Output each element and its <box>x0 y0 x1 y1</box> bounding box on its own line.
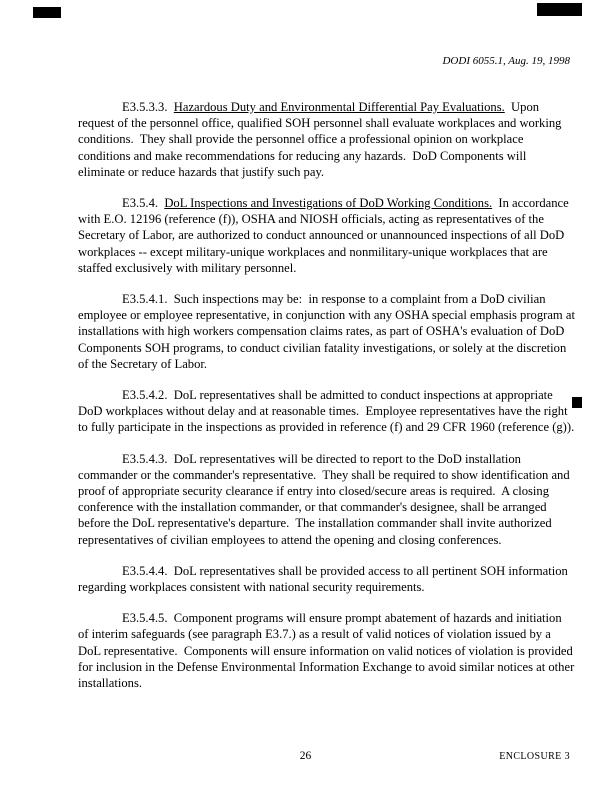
paragraph-title: DoL Inspections and Investigations of DoD Working Conditions. <box>164 196 493 211</box>
paragraph <box>78 291 579 372</box>
paragraph <box>78 451 575 548</box>
paragraph-text: Upon request of the personnel office, qualified SOH personnel shall evaluate workplaces and working conditions. They shall provide the personnel office a professional opinion on workplace conditions and make recommendations for reducing any hazards. DoD Components will eliminate or reduce hazards that justify such pay. <box>78 100 565 179</box>
paragraph <box>78 195 575 276</box>
paragraph-text: In accordance with E.O. 12196 (reference (f)), OSHA and NIOSH officials, acting as representatives of the Secretary of Labor, are authorized to conduct announced or unannounced inspections of all DoD workplaces -- except military-unique workplaces and nonmilitary-unique workplaces that are staffed exclusively with military personnel. <box>78 196 572 275</box>
scan-artifact-top-right <box>537 3 582 16</box>
paragraph-text: DoL representatives shall be admitted to conduct inspections at appropriate DoD workplaces without delay and at reasonable times. Employee representatives have the right to fully participate in the inspections as provided in reference (f) and 29 CFR 1960 (reference (g)). <box>78 388 575 435</box>
paragraph-text: Component programs will ensure prompt abatement of hazards and initiation of interim safeguards (see paragraph E3.7.) as a result of valid notices of violation issued by a DoL representative. Components will ensure information on valid notices of violation is provided for inclusion in the Defense Environmental Information Exchange to avoid similar notices at other installations. <box>78 611 578 691</box>
paragraph-number: E3.5.4.1. <box>122 292 174 307</box>
paragraph-title: Hazardous Duty and Environmental Differential Pay Evaluations. <box>173 100 505 114</box>
document-reference: DODI 6055.1, Aug. 19, 1998 <box>442 55 570 67</box>
paragraph <box>78 610 578 691</box>
paragraph <box>78 387 575 436</box>
paragraph <box>78 99 575 180</box>
paragraph-text: DoL representatives shall be provided access to all pertinent SOH information regarding workplaces consistent with national security requirements. <box>78 563 571 595</box>
page-number: 26 <box>299 750 312 762</box>
document-body <box>78 99 579 706</box>
paragraph-number: E3.5.4. <box>122 196 165 211</box>
paragraph <box>78 563 575 595</box>
paragraph-text: DoL representatives will be directed to report to the DoD installation commander or the commander's representative. They shall be required to show identification and proof of appropriate security clearance if entry into closed/secure areas is required. A closing conference with the installation commander, or that commander's designee, shall be arranged before the DoL representative's departure. The installation commander shall invite authorized representatives of civilian employees to attend the opening and closing conferences. <box>78 451 573 547</box>
paragraph-number: E3.5.4.2. <box>122 388 174 403</box>
paragraph-text: Such inspections may be: in response to a complaint from a DoD civilian employee or employee representative, in conjunction with any OSHA special emphasis program at installations with high workers compensation claims rates, as part of OSHA's evaluation of DoD Components SOH programs, to conduct civilian fatality investigations, or solely at the discretion of the Secretary of Labor. <box>78 292 579 371</box>
paragraph-number: E3.5.4.5. <box>122 611 174 626</box>
paragraph-number: E3.5.3.3. <box>122 100 174 114</box>
enclosure-label: ENCLOSURE 3 <box>499 751 570 762</box>
paragraph-number: E3.5.4.4. <box>122 563 174 578</box>
scan-artifact-top-left <box>33 7 61 18</box>
paragraph-number: E3.5.4.3. <box>122 451 174 466</box>
